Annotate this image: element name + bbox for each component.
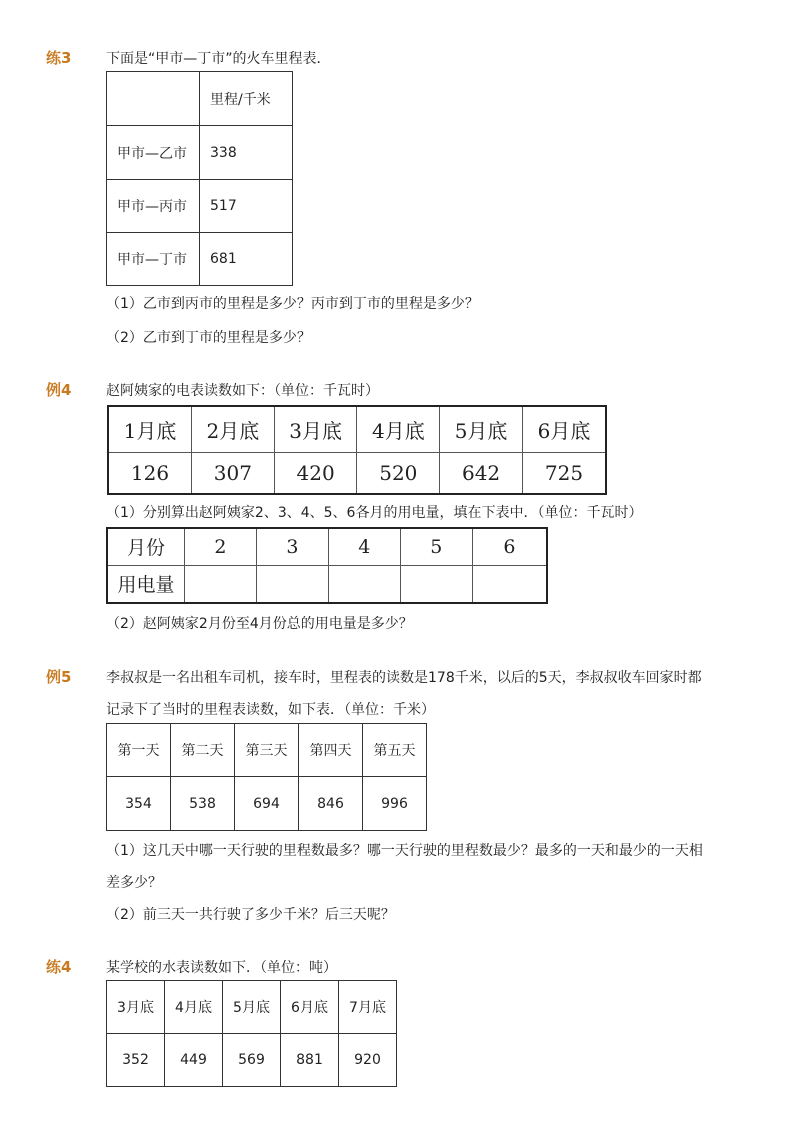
example-4-question-2: （2）赵阿姨家2月份至4月份总的用电量是多少？ bbox=[106, 616, 413, 632]
reading-cell: 920 bbox=[339, 1034, 397, 1087]
example-5-intro-line-2: 记录下了当时的里程表读数，如下表．（单位：千米） bbox=[106, 702, 435, 718]
distance-cell: 517 bbox=[200, 180, 293, 233]
example-5-intro-line-1: 李叔叔是一名出租车司机，接车时，里程表的读数是178千米，以后的5天，李叔叔收车回家时都 bbox=[106, 670, 702, 686]
month-cell: 7月底 bbox=[339, 981, 397, 1034]
example-tag-5: 例5 bbox=[46, 668, 72, 686]
exercise-tag-3: 练3 bbox=[46, 49, 72, 67]
table-row bbox=[107, 565, 547, 603]
example-5-question-1-line-2: 差多少？ bbox=[106, 875, 162, 891]
month-cell: 6月底 bbox=[281, 981, 339, 1034]
day-cell: 第三天 bbox=[235, 724, 299, 777]
route-cell: 甲市—乙市 bbox=[107, 126, 200, 180]
example-4-intro: 赵阿姨家的电表读数如下：（单位：千瓦时） bbox=[106, 383, 379, 399]
usage-label-cell: 用电量 bbox=[107, 565, 185, 603]
reading-cell: 126 bbox=[108, 452, 192, 494]
water-meter-table bbox=[106, 980, 397, 1087]
reading-cell: 354 bbox=[107, 777, 171, 831]
header-cell: 里程/千米 bbox=[200, 72, 293, 126]
table-row bbox=[108, 452, 606, 494]
day-cell: 第五天 bbox=[363, 724, 427, 777]
distance-cell: 338 bbox=[200, 126, 293, 180]
table-row bbox=[107, 1034, 397, 1087]
example-5-question-1-line-1: （1）这几天中哪一天行驶的里程数最多？哪一天行驶的里程数最少？最多的一天和最少的一天相 bbox=[106, 843, 703, 859]
exercise-tag-4: 练4 bbox=[46, 958, 72, 976]
reading-cell: 881 bbox=[281, 1034, 339, 1087]
month-cell: 5月底 bbox=[440, 406, 523, 452]
reading-cell: 538 bbox=[171, 777, 235, 831]
month-cell: 4月底 bbox=[165, 981, 223, 1034]
table-row bbox=[107, 777, 427, 831]
reading-cell: 642 bbox=[440, 452, 523, 494]
month-number-cell: 3 bbox=[256, 528, 328, 565]
example-4-question-1: （1）分别算出赵阿姨家2、3、4、5、6各月的用电量，填在下表中．（单位：千瓦时） bbox=[106, 505, 643, 521]
month-cell: 2月底 bbox=[192, 406, 275, 452]
blank-usage-cell bbox=[472, 565, 547, 603]
month-number-cell: 4 bbox=[328, 528, 400, 565]
table-row bbox=[107, 233, 293, 286]
month-number-cell: 6 bbox=[472, 528, 547, 565]
distance-cell: 681 bbox=[200, 233, 293, 286]
month-cell: 6月底 bbox=[522, 406, 606, 452]
blank-usage-cell bbox=[328, 565, 400, 603]
month-cell: 5月底 bbox=[223, 981, 281, 1034]
day-cell: 第四天 bbox=[299, 724, 363, 777]
exercise-3-intro: 下面是“甲市—丁市”的火车里程表． bbox=[106, 51, 331, 67]
table-header-row bbox=[107, 528, 547, 565]
blank-usage-cell bbox=[185, 565, 257, 603]
reading-cell: 307 bbox=[192, 452, 275, 494]
monthly-usage-table bbox=[106, 527, 548, 604]
reading-cell: 846 bbox=[299, 777, 363, 831]
day-cell: 第一天 bbox=[107, 724, 171, 777]
exercise-3-question-1: （1）乙市到丙市的里程是多少？丙市到丁市的里程是多少？ bbox=[106, 296, 479, 312]
reading-cell: 725 bbox=[522, 452, 606, 494]
example-tag-4: 例4 bbox=[46, 381, 72, 399]
odometer-table bbox=[106, 723, 427, 831]
blank-usage-cell bbox=[256, 565, 328, 603]
example-5-question-2: （2）前三天一共行驶了多少千米？后三天呢？ bbox=[106, 907, 395, 923]
month-cell: 4月底 bbox=[357, 406, 440, 452]
table-row bbox=[107, 180, 293, 233]
distance-table bbox=[106, 71, 293, 286]
electricity-meter-table bbox=[107, 405, 607, 495]
reading-cell: 449 bbox=[165, 1034, 223, 1087]
header-cell bbox=[107, 72, 200, 126]
month-label-cell: 月份 bbox=[107, 528, 185, 565]
month-number-cell: 5 bbox=[400, 528, 472, 565]
table-row bbox=[107, 126, 293, 180]
blank-usage-cell bbox=[400, 565, 472, 603]
month-number-cell: 2 bbox=[185, 528, 257, 565]
reading-cell: 352 bbox=[107, 1034, 165, 1087]
reading-cell: 569 bbox=[223, 1034, 281, 1087]
reading-cell: 694 bbox=[235, 777, 299, 831]
route-cell: 甲市—丁市 bbox=[107, 233, 200, 286]
reading-cell: 420 bbox=[274, 452, 357, 494]
exercise-4-intro: 某学校的水表读数如下．（单位：吨） bbox=[106, 960, 337, 976]
month-cell: 1月底 bbox=[108, 406, 192, 452]
exercise-3-question-2: （2）乙市到丁市的里程是多少？ bbox=[106, 330, 311, 346]
reading-cell: 996 bbox=[363, 777, 427, 831]
table-header-row bbox=[108, 406, 606, 452]
route-cell: 甲市—丙市 bbox=[107, 180, 200, 233]
month-cell: 3月底 bbox=[107, 981, 165, 1034]
month-cell: 3月底 bbox=[274, 406, 357, 452]
table-header-row bbox=[107, 72, 293, 126]
table-header-row bbox=[107, 724, 427, 777]
day-cell: 第二天 bbox=[171, 724, 235, 777]
reading-cell: 520 bbox=[357, 452, 440, 494]
table-header-row bbox=[107, 981, 397, 1034]
